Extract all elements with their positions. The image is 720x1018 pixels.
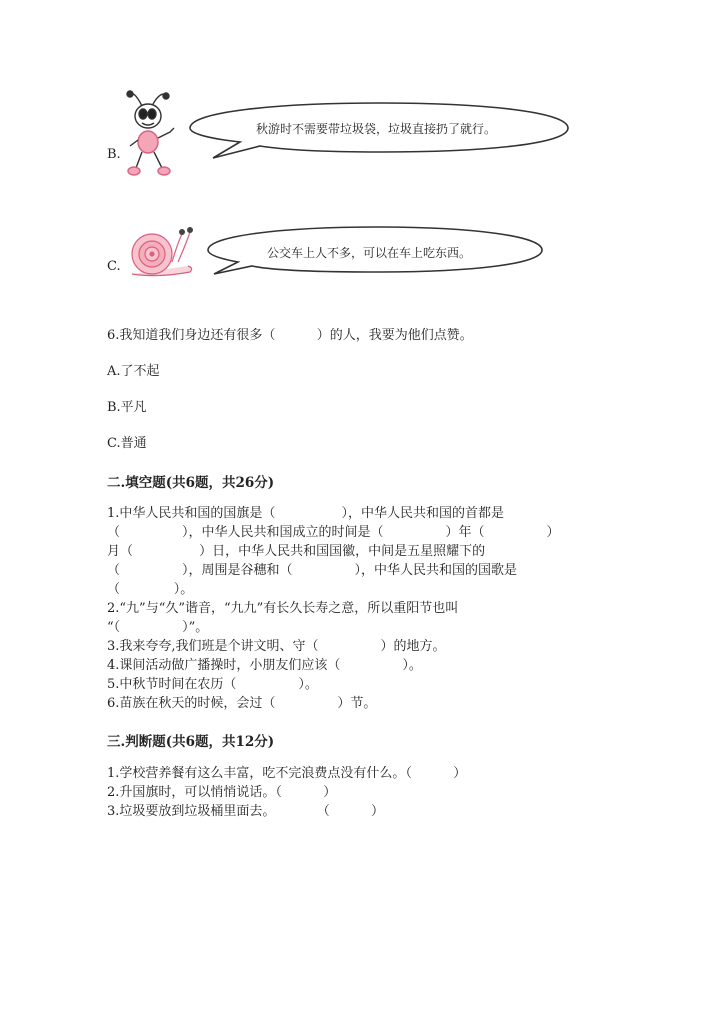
- s2-line-5: （ ）。: [107, 582, 194, 597]
- s2-line-6: 2.“九”与“久”谐音，“九九”有长久长寿之意，所以重阳节也叫: [107, 601, 459, 616]
- s2-line-7: “（ ）”。: [107, 620, 209, 635]
- bubble-b-text: 秋游时不需要带垃圾袋，垃圾直接扔了就行。: [256, 122, 497, 136]
- option-c-label: C.: [107, 259, 121, 274]
- s2-line-11: 6.苗族在秋天的时候，会过（ ）节。: [107, 696, 377, 711]
- s3-line-2: 2.升国旗时，可以悄悄说话。（ ）: [107, 785, 337, 800]
- s2-line-9: 4.课间活动做广播操时，小朋友们应该（ ）。: [107, 658, 422, 673]
- section2-title: 二.填空题(共6题，共26分): [107, 475, 275, 491]
- s3-line-3: 3.垃圾要放到垃圾桶里面去。 （ ）: [107, 804, 385, 819]
- bubble-c-text: 公交车上人不多，可以在车上吃东西。: [267, 246, 472, 260]
- s2-line-4: （ ），周围是谷穗和（ ），中华人民共和国的国歌是: [107, 563, 517, 578]
- s2-line-2: （ ），中华人民共和国成立的时间是（ ）年（ ）: [107, 525, 560, 540]
- s3-line-1: 1.学校营养餐有这么丰富，吃不完浪费点没有什么。（ ）: [107, 766, 467, 781]
- s2-line-8: 3.我来夸夸,我们班是个讲文明、守（ ）的地方。: [107, 639, 446, 654]
- option-b-label: B.: [107, 147, 121, 162]
- s2-line-10: 5.中秋节时间在农历（ ）。: [107, 677, 318, 692]
- ant-illustration: [122, 88, 182, 180]
- s2-line-3: 月（ ）日，中华人民共和国国徽，中间是五星照耀下的: [107, 544, 486, 559]
- q6-option-c: C.普通: [107, 436, 147, 451]
- section3-title: 三.判断题(共6题，共12分): [107, 734, 275, 750]
- q6-option-a: A.了不起: [107, 364, 160, 379]
- q6-stem: 6.我知道我们身边还有很多（ ）的人，我要为他们点赞。: [107, 328, 473, 343]
- q6-option-b: B.平凡: [107, 400, 147, 415]
- snail-illustration: [128, 222, 200, 280]
- s2-line-1: 1.中华人民共和国的国旗是（ ），中华人民共和国的首都是: [107, 506, 505, 521]
